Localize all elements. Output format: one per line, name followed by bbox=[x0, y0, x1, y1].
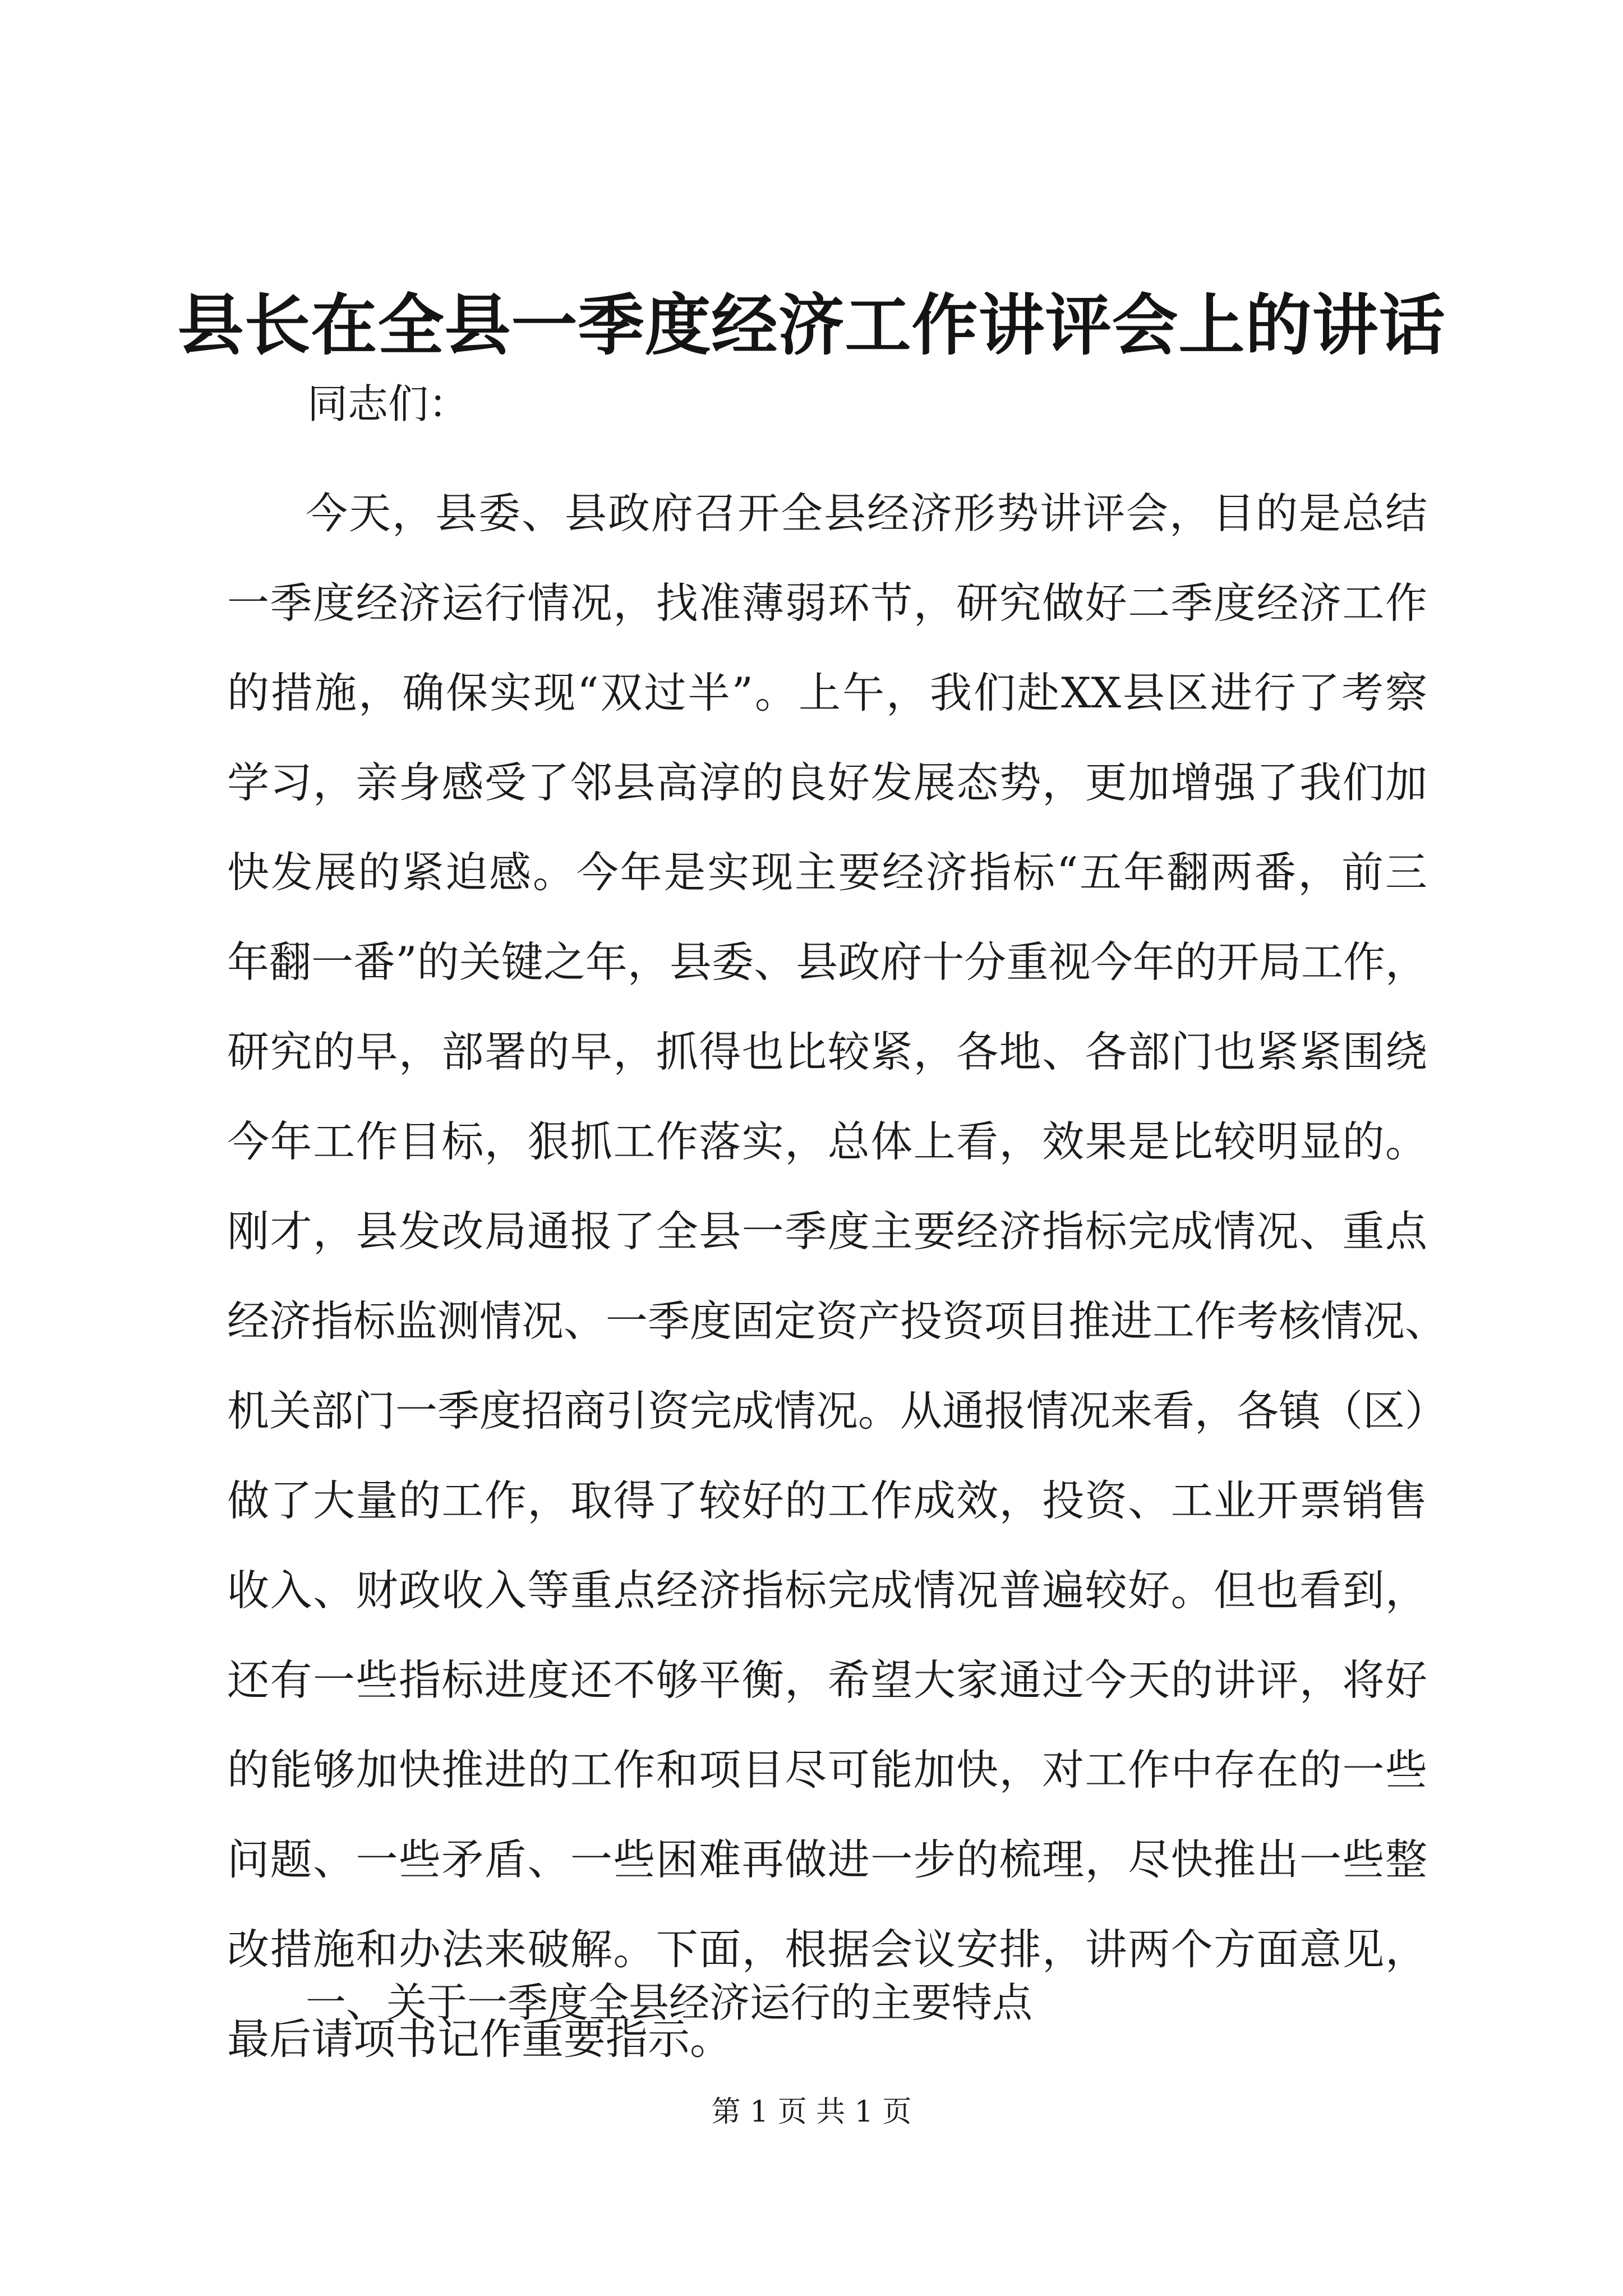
body-paragraph bbox=[227, 468, 1447, 2084]
paragraph-line: 做了大量的工作，取得了较好的工作成效，投资、工业开票销售 bbox=[227, 1476, 1427, 1525]
paragraph-line: 机关部门一季度招商引资完成情况。从通报情况来看，各镇（区） bbox=[227, 1386, 1447, 1435]
paragraph-line: 改措施和办法来破解。下面，根据会议安排，讲两个方面意见， bbox=[227, 1925, 1427, 1974]
section-heading: 一、关于一季度全县经济运行的主要特点 bbox=[306, 1979, 1033, 2026]
paragraph-line: 收入、财政收入等重点经济指标完成情况普遍较好。但也看到， bbox=[227, 1566, 1427, 1615]
paragraph-line: 研究的早，部署的早，抓得也比较紧，各地、各部门也紧紧围绕 bbox=[227, 1027, 1427, 1076]
paragraph-line: 快发展的紧迫感。今年是实现主要经济指标“五年翻两番，前三 bbox=[227, 848, 1427, 897]
paragraph-line: 今年工作目标，狠抓工作落实，总体上看，效果是比较明显的。 bbox=[227, 1117, 1427, 1166]
page-number-footer: 第 1 页 共 1 页 bbox=[711, 2095, 912, 2129]
paragraph-line: 的措施，确保实现“双过半”。上午，我们赴XX县区进行了考察 bbox=[227, 668, 1427, 717]
paragraph-line: 一季度经济运行情况，找准薄弱环节，研究做好二季度经济工作 bbox=[227, 578, 1427, 628]
paragraph-line: 学习，亲身感受了邻县高淳的良好发展态势，更加增强了我们加 bbox=[227, 758, 1427, 807]
paragraph-line: 年翻一番”的关键之年，县委、县政府十分重视今年的开局工作， bbox=[227, 937, 1427, 987]
paragraph-line: 的能够加快推进的工作和项目尽可能加快，对工作中存在的一些 bbox=[227, 1745, 1427, 1795]
document-title: 县长在全县一季度经济工作讲评会上的讲话 bbox=[177, 286, 1446, 364]
paragraph-line: 经济指标监测情况、一季度固定资产投资项目推进工作考核情况、 bbox=[227, 1296, 1447, 1346]
paragraph-line: 还有一些指标进度还不够平衡，希望大家通过今天的讲评，将好 bbox=[227, 1655, 1427, 1705]
paragraph-line: 刚才，县发改局通报了全县一季度主要经济指标完成情况、重点 bbox=[227, 1207, 1427, 1256]
paragraph-line: 今天，县委、县政府召开全县经济形势讲评会，目的是总结 bbox=[306, 489, 1427, 538]
paragraph-line: 最后请项书记作重要指示。 bbox=[227, 2014, 732, 2064]
salutation: 同志们： bbox=[307, 380, 469, 427]
paragraph-line: 问题、一些矛盾、一些困难再做进一步的梳理，尽快推出一些整 bbox=[227, 1835, 1427, 1884]
